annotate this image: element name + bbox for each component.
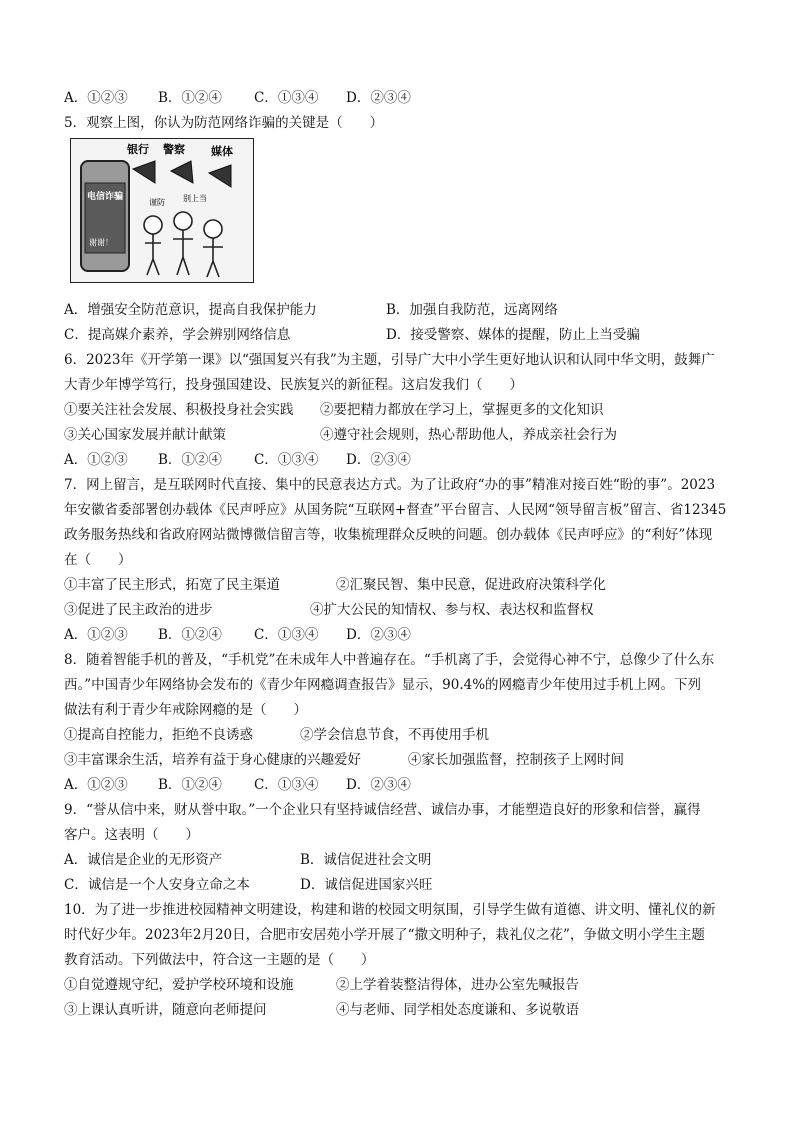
cartoon-label-beware: 别上当: [183, 194, 207, 203]
q8-option-a[interactable]: A．①②③: [64, 777, 128, 793]
q5-option-d[interactable]: D．接受警察、媒体的提醒，防止上当受骗: [386, 327, 640, 343]
q6-option-d[interactable]: D．②③④: [346, 452, 411, 468]
q8-option-d[interactable]: D．②③④: [346, 777, 411, 793]
q10-statement-4: ④与老师、同学相处态度谦和、多说敬语: [336, 1002, 579, 1018]
cartoon-image: [70, 138, 254, 283]
q9-stem-line1: 9．“誉从信中来，财从誉中取。”一个企业只有坚持诚信经营、诚信办事，才能塑造良好的形象和信誉，赢得: [64, 802, 701, 818]
q7-stem-line3: 政务服务热线和省政府网站微博微信留言等，收集梳理群众反映的问题。创办载体《民声呼应》的“利好”体现: [64, 527, 713, 543]
q8-statement-4: ④家长加强监督，控制孩子上网时间: [408, 752, 624, 768]
q7-statement-1: ①丰富了民主形式，拓宽了民主渠道: [64, 577, 280, 593]
q10-statement-2: ②上学着装整洁得体，进办公室先喊报告: [336, 977, 579, 993]
q7-statement-4: ④扩大公民的知情权、参与权、表达权和监督权: [310, 602, 594, 618]
q10-statement-3: ③上课认真听讲，随意向老师提问: [64, 1002, 267, 1018]
q8-statement-2: ②学会信息节食，不再使用手机: [300, 727, 489, 743]
q7-option-d[interactable]: D．②③④: [346, 627, 411, 643]
q6-statement-3: ③关心国家发展并献计献策: [64, 427, 226, 443]
q6-statement-2: ②要把精力都放在学习上，掌握更多的文化知识: [320, 402, 604, 418]
q7-statement-2: ②汇聚民智、集中民意，促进政府决策科学化: [336, 577, 606, 593]
q6-option-b[interactable]: B．①②④: [158, 452, 222, 468]
q9-stem-line2: 客户。这表明（ ）: [64, 827, 199, 843]
q9-option-a[interactable]: A．诚信是企业的无形资产: [64, 852, 223, 868]
q7-option-b[interactable]: B．①②④: [158, 627, 222, 643]
q9-option-b[interactable]: B．诚信促进社会文明: [300, 852, 432, 868]
q4-options: [64, 86, 736, 111]
q7-statements-row1: [64, 573, 736, 598]
q6-options: [64, 448, 736, 473]
q6-stem-line2: 大青少年博学笃行，投身强国建设、民族复兴的新征程。这启发我们（ ）: [64, 377, 523, 393]
q7-option-c[interactable]: C．①③④: [254, 627, 319, 643]
q10-statements-row1: [64, 973, 736, 998]
q7-statements-row2: [64, 598, 736, 623]
q7-stem-line2: 年安徽省委部署创办载体《民声呼应》从国务院“互联网+督查”平台留言、人民网“领导留言板”留言、省12345: [64, 502, 727, 518]
q8-options: [64, 773, 736, 798]
q6-statement-1: ①要关注社会发展、积极投身社会实践: [64, 402, 294, 418]
q5-options-row1: [64, 298, 736, 323]
q9-option-d[interactable]: D．诚信促进国家兴旺: [300, 877, 433, 893]
cartoon-label-media: 媒体: [211, 145, 233, 158]
q8-option-b[interactable]: B．①②④: [158, 777, 222, 793]
cartoon-label-thanks: 谢谢！: [89, 238, 113, 247]
q6-statements-row2: [64, 423, 736, 448]
q9-options-row2: [64, 873, 736, 898]
q8-stem-line1: 8．随着智能手机的普及，“手机党”在未成年人中普遍存在。“手机离了手，会觉得心神不宁，总像少了什么东: [64, 652, 715, 668]
exam-page: [64, 86, 736, 1023]
q7-stem-line4: 在（ ）: [64, 552, 132, 568]
q5-option-c[interactable]: C．提高媒介素养，学会辨别网络信息: [64, 327, 291, 343]
q8-statement-3: ③丰富课余生活，培养有益于身心健康的兴趣爱好: [64, 752, 361, 768]
q7-stem-line1: 7．网上留言，是互联网时代直接、集中的民意表达方式。为了让政府“办的事”精准对接百姓“盼的事”。2023: [64, 477, 716, 493]
q10-stem-line2: 时代好少年。2023年2月20日，合肥市安居苑小学开展了“撒文明种子，栽礼仪之花”，争做文明小学生主题: [64, 927, 705, 943]
q10-stem-line3: 教育活动。下列做法中，符合这一主题的是（ ）: [64, 952, 375, 968]
q9-options-row1: [64, 848, 736, 873]
q7-statement-3: ③促进了民主政治的进步: [64, 602, 213, 618]
q6-statements-row1: [64, 398, 736, 423]
cartoon-label-bank: 银行: [127, 143, 149, 156]
q6-stem-line1: 6．2023年《开学第一课》以“强国复兴有我”为主题，引导广大中小学生更好地认识和认同中华文明，鼓舞广: [64, 352, 715, 368]
q8-stem-line3: 做法有利于青少年戒除网瘾的是（ ）: [64, 702, 307, 718]
q5-stem: 5．观察上图，你认为防范网络诈骗的关键是（ ）: [64, 115, 384, 131]
q8-stem-line2: 西。”中国青少年网络协会发布的《青少年网瘾调查报告》显示，90.4%的网瘾青少年使用过手机上网。下列: [64, 677, 702, 693]
q8-statement-1: ①提高自控能力，拒绝不良诱惑: [64, 727, 253, 743]
q6-option-c[interactable]: C．①③④: [254, 452, 319, 468]
q5-option-b[interactable]: B．加强自我防范，远离网络: [386, 302, 558, 318]
q7-option-a[interactable]: A．①②③: [64, 627, 128, 643]
q4-option-d[interactable]: D．②③④: [346, 90, 411, 106]
q5-option-a[interactable]: A．增强安全防范意识，提高自我保护能力: [64, 302, 317, 318]
q4-option-b[interactable]: B．①②④: [158, 90, 222, 106]
q7-options: [64, 623, 736, 648]
q4-option-c[interactable]: C．①③④: [254, 90, 319, 106]
q8-statements-row1: [64, 723, 736, 748]
q8-option-c[interactable]: C．①③④: [254, 777, 319, 793]
q8-statements-row2: [64, 748, 736, 773]
cartoon-label-caution: 谨防: [149, 198, 165, 207]
q5-options-row2: [64, 323, 736, 348]
q10-statements-row2: [64, 998, 736, 1023]
q9-option-c[interactable]: C．诚信是一个人安身立命之本: [64, 877, 250, 893]
cartoon-label-scam: 电信诈骗: [86, 192, 124, 202]
q6-option-a[interactable]: A．①②③: [64, 452, 128, 468]
q6-statement-4: ④遵守社会规则，热心帮助他人，养成亲社会行为: [320, 427, 617, 443]
q4-option-a[interactable]: A．①②③: [64, 90, 128, 106]
q10-stem-line1: 10．为了进一步推进校园精神文明建设，构建和谐的校园文明氛围，引导学生做有道德、讲文明、懂礼仪的新: [64, 902, 716, 918]
cartoon-label-police: 警察: [163, 143, 185, 156]
q10-statement-1: ①自觉遵规守纪，爱护学校环境和设施: [64, 977, 294, 993]
